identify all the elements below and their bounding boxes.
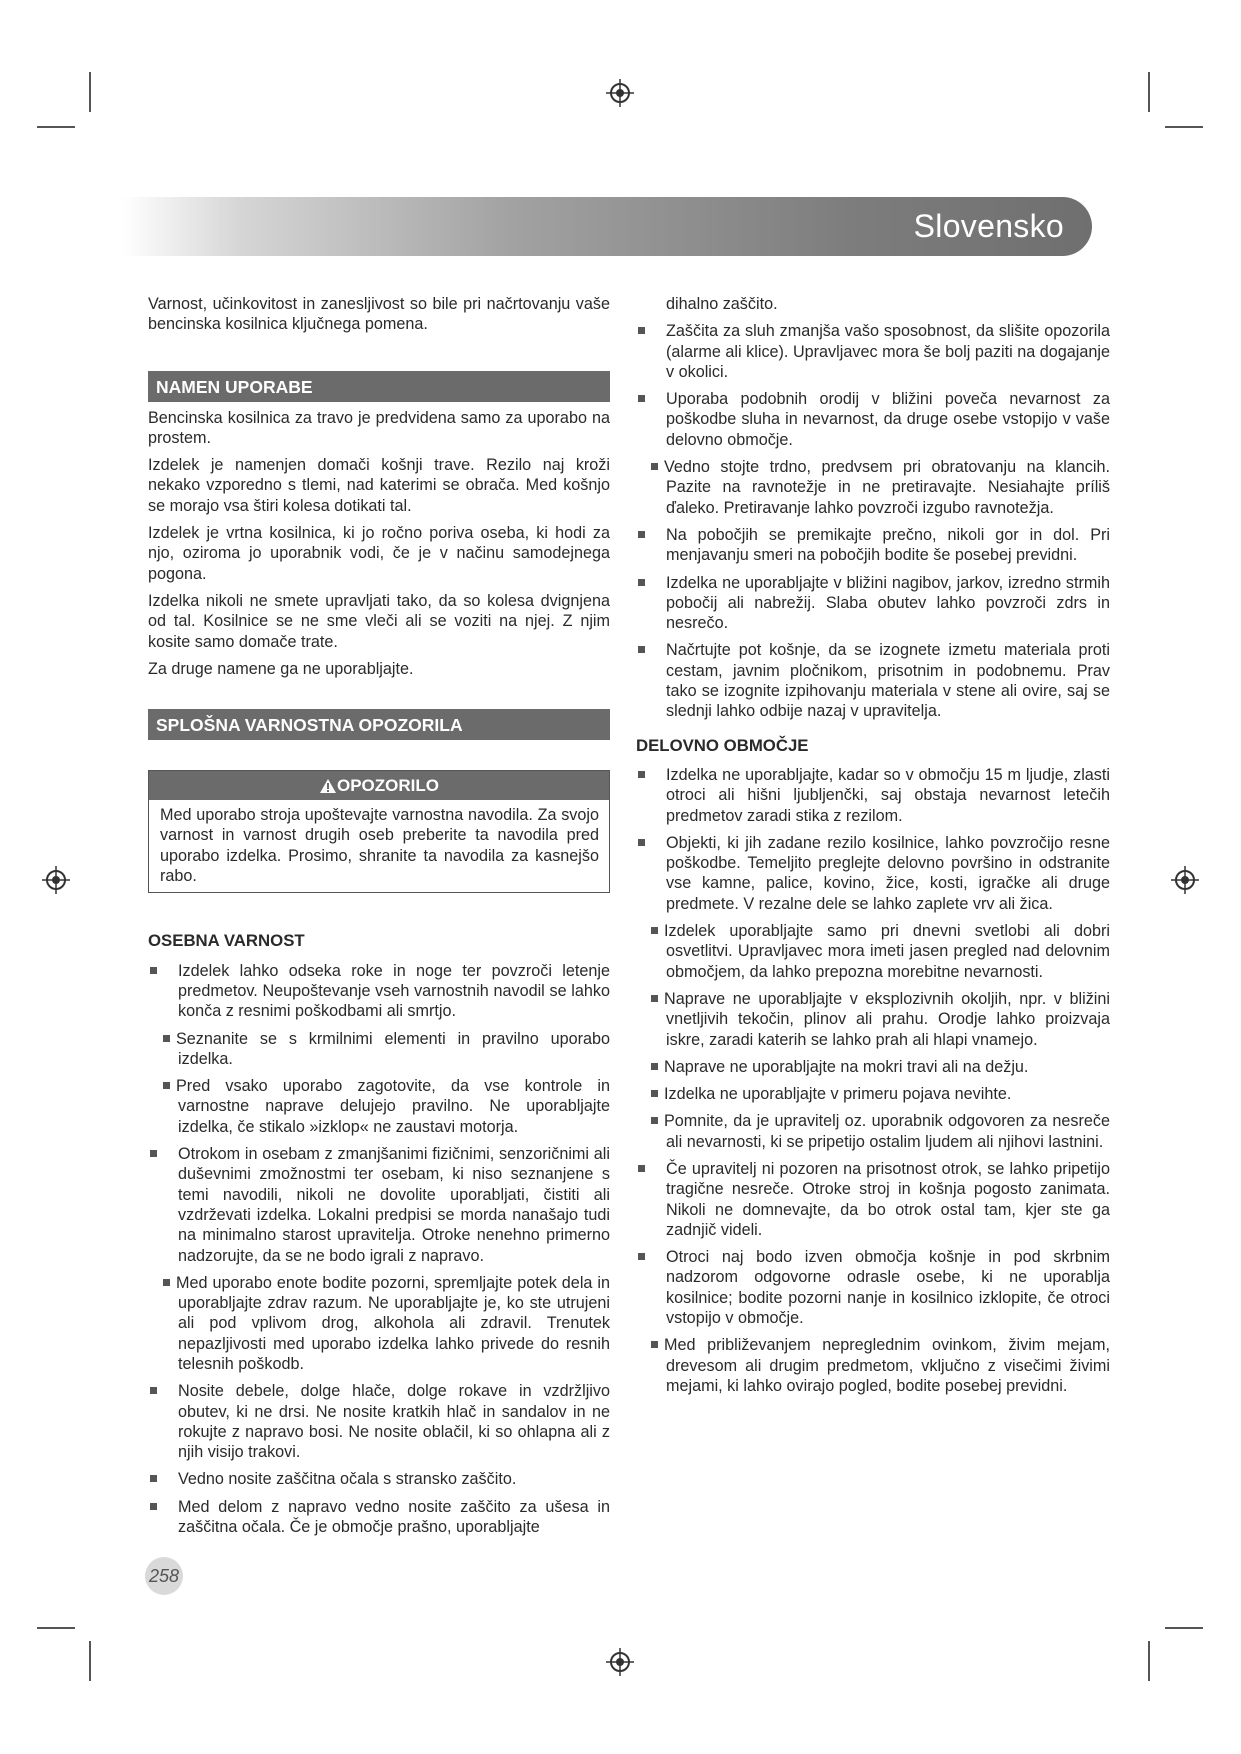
registration-mark-icon (606, 1648, 634, 1676)
bullet-icon (163, 1082, 170, 1089)
bullet-icon (651, 1090, 658, 1097)
list-item: Izdelka ne uporabljajte v primeru pojava nevihte. (636, 1084, 1110, 1104)
list-item: Seznanite se s krmilnimi elementi in pravilno uporabo izdelka. (148, 1029, 610, 1070)
bullet-icon (651, 995, 658, 1002)
list-item: Nosite debele, dolge hlače, dolge rokave in vzdržljivo obutev, ki ne drsi. Ne nosite kratkih hlač in sandalov in ne rokujte z napravo bosi. Ne nosite oblačil, ki so ohlapna ali z njih visijo trakovi. (148, 1381, 610, 1462)
osebna-list (148, 961, 610, 1538)
intro-paragraph: Varnost, učinkovitost in zanesljivost so bile pri načrtovanju vaše bencinska kosilnica ključnega pomena. (148, 295, 610, 334)
paragraph: Za druge namene ga ne uporabljajte. (148, 659, 414, 678)
bullet-icon (651, 1341, 658, 1348)
list-item: Pomnite, da je upravitelj oz. uporabnik odgovoren za nesreče ali nevarnosti, ki se pripetijo ostalim ljudem ali njihovi lastnini. (636, 1111, 1110, 1152)
bullet-icon (163, 1279, 170, 1286)
warning-triangle-icon (319, 778, 337, 794)
crop-mark (37, 1627, 75, 1629)
crop-mark (1148, 72, 1150, 112)
subheading-delovno: DELOVNO OBMOČJE (636, 735, 809, 755)
list-item: Vedno nosite zaščitna očala s stransko zaščito. (148, 1469, 610, 1489)
registration-mark-icon (42, 866, 70, 894)
list-item: Med delom z napravo vedno nosite zaščito za ušesa in zaščitna očala. Če je območje prašno, uporabljajte (148, 1497, 610, 1538)
subheading-osebna: OSEBNA VARNOST (148, 931, 305, 951)
crop-mark (1165, 126, 1203, 128)
delovno-list (636, 765, 1110, 1396)
bullet-icon (638, 839, 645, 846)
language-title: Slovensko (913, 208, 1064, 244)
warning-text: Med uporabo stroja upoštevajte varnostna navodila. Za svojo varnost in varnost drugih oseb preberite ta navodila pred uporabo izdelka. Prosimo, shranite ta navodila za kasnejšo rabo. (160, 806, 599, 886)
bullet-icon (651, 1117, 658, 1124)
list-item: Izdelka ne uporabljajte v bližini nagibov, jarkov, izredno strmih pobočij ali nabrežij. Slaba obutev lahko povzroči zdrs in nesrečo. (636, 573, 1110, 634)
list-item: Vedno stojte trdno, predvsem pri obratovanju na klancih. Pazite na ravnotežje in ne pretiravajte. Nesiahajte príliš ďaleko. Pretiravanje lahko povzroči izgubo ravnotežja. (636, 457, 1110, 518)
bullet-icon (638, 771, 645, 778)
crop-mark (89, 72, 91, 112)
bullet-icon (150, 967, 157, 974)
bullet-icon (150, 1503, 157, 1510)
bullet-icon (638, 395, 645, 402)
bullet-icon (150, 1387, 157, 1394)
bullet-icon (638, 1253, 645, 1260)
list-item: Izdelka ne uporabljajte, kadar so v območju 15 m ljudje, zlasti otroci ali hišni ljubljenčki, saj obstaja nevarnost letečih predmetov zaradi stika z rezilom. (636, 765, 1110, 826)
bullet-icon (638, 646, 645, 653)
list-item: Načrtujte pot košnje, da se izognete izmetu materiala proti cestam, javnim pločnikom, prisotnim in podobnemu. Prav tako se izognite izpihovanju materiala v stene ali ovire, saj se slednji lahko odbije nazaj v upravitelja. (636, 640, 1110, 721)
bullet-icon (638, 579, 645, 586)
list-item: Otrokom in osebam z zmanjšanimi fizičnimi, senzoričnimi ali duševnimi zmožnostmi ter osebam, ki niso seznanjene s temi navodili, nikoli ne dovolite uporabljati, čistiti ali vzdrževati izdelka. Lokalni predpisi se morda nanašajo tudi na minimalno starost upravitelja. Otroke nenehno primerno nadzorujte, da se ne bodo igrali z napravo. (148, 1144, 610, 1266)
bullet-icon (651, 1063, 658, 1070)
list-item: Otroci naj bodo izven območja košnje in pod skrbnim nadzorom odgovorne odrasle osebe, ki ne uporablja kosilnice; bodite pozorni nanje in kosilnico izklopite, če otroci vstopijo v območje. (636, 1247, 1110, 1328)
paragraph: Izdelka nikoli ne smete upravljati tako, da so kolesa dvignjena od tal. Kosilnice se ne sme vleči ali se voziti na njej. Z njim kosite samo domače trate. (148, 591, 610, 651)
crop-mark (1165, 1627, 1203, 1629)
right-list (636, 321, 1110, 721)
list-item: Naprave ne uporabljajte v eksplozivnih okoljih, npr. v bližini vnetljivih tekočin, plinov ali prahu. Orodje lahko proizvaja iskre, zaradi katerih se lahko prah ali hlapi vnamejo. (636, 989, 1110, 1050)
list-item: Med približevanjem nepreglednim ovinkom, živim mejam, drevesom ali drugim predmetom, vključno z visečimi živimi mejami, ki lahko ovirajo pogled, bodite posebej previdni. (636, 1335, 1110, 1396)
paragraph: Izdelek je namenjen domači košnji trave. Rezilo naj kroži nekako vzporedno s tlemi, nad katerimi se obrača. Med košnjo se morajo vsa štiri kolesa dotikati tal. (148, 456, 610, 515)
warning-title: OPOZORILO (337, 776, 439, 796)
page-number: 258 (145, 1557, 183, 1595)
registration-mark-icon (1171, 866, 1199, 894)
left-column (148, 294, 610, 1544)
list-item: Med uporabo enote bodite pozorni, spremljajte potek dela in uporabljajte zdrav razum. Ne uporabljajte je, ko ste utrujeni ali pod vplivom drog, alkohola ali zdravil. Trenutek nepazljivosti med uporabo izdelka lahko privede do resnih telesnih poškodb. (148, 1273, 610, 1374)
section-heading-namen: NAMEN UPORABE (148, 371, 610, 402)
list-item: Objekti, ki jih zadane rezilo kosilnice, lahko povzročijo resne poškodbe. Temeljito preglejte delovno površino in odstranite vse kamne, palice, kovino, žice, kosti, igračke ali druge predmete. V rezalne dele se lahko zaplete vrv ali žica. (636, 833, 1110, 914)
paragraph: Bencinska kosilnica za travo je predvidena samo za uporabo na prostem. (148, 408, 610, 447)
bullet-icon (638, 1165, 645, 1172)
crop-mark (89, 1641, 91, 1681)
bullet-icon (651, 927, 658, 934)
bullet-icon (638, 531, 645, 538)
bullet-icon (150, 1475, 157, 1482)
continued-text: dihalno zaščito. (666, 295, 778, 313)
warning-box (148, 770, 610, 893)
bullet-icon (638, 327, 645, 334)
crop-mark (37, 126, 75, 128)
right-column (636, 294, 1110, 1403)
bullet-icon (163, 1035, 170, 1042)
bullet-icon (651, 463, 658, 470)
paragraph: Izdelek je vrtna kosilnica, ki jo ročno poriva oseba, ki hodi za njo, oziroma jo uporabnik vodi, če je v načinu samodejnega pogona. (148, 524, 610, 583)
list-item: Uporaba podobnih orodij v bližini poveča nevarnost za poškodbe sluha in nevarnost, da druge osebe vstopijo v vaše delovno območje. (636, 389, 1110, 450)
list-item: Izdelek lahko odseka roke in noge ter povzroči letenje predmetov. Neupoštevanje vseh varnostnih navodil se lahko konča z resnimi poškodbami ali smrtjo. (148, 961, 610, 1022)
list-item: Če upravitelj ni pozoren na prisotnost otrok, se lahko pripetijo tragične nesreče. Otroke stroj in košnja pogosto zanimata. Nikoli ne domnevajte, da bo otrok ostal tam, kjer ste ga zadnjič videli. (636, 1159, 1110, 1240)
section-heading-splosna: SPLOŠNA VARNOSTNA OPOZORILA (148, 709, 610, 740)
list-item: Zaščita za sluh zmanjša vašo sposobnost, da slišite opozorila (alarme ali klice). Upravljavec mora še bolj paziti na dogajanje v okolici. (636, 321, 1110, 382)
list-item: Izdelek uporabljajte samo pri dnevni svetlobi ali dobri osvetlitvi. Upravljavec mora imeti jasen pregled nad delovnim območjem, da lahko prepozna morebitne nevarnosti. (636, 921, 1110, 982)
list-item: Naprave ne uporabljajte na mokri travi ali na dežju. (636, 1057, 1110, 1077)
list-item: Na pobočjih se premikajte prečno, nikoli gor in dol. Pri menjavanju smeri na pobočjih bodite še posebej previdni. (636, 525, 1110, 566)
list-item: Pred vsako uporabo zagotovite, da vse kontrole in varnostne naprave delujejo pravilno. Ne uporabljajte izdelka, če stikalo »izklop« ne zaustavi motorja. (148, 1076, 610, 1137)
warning-header (149, 771, 609, 800)
language-banner (122, 197, 1092, 256)
crop-mark (1148, 1641, 1150, 1681)
registration-mark-icon (606, 79, 634, 107)
bullet-icon (150, 1150, 157, 1157)
